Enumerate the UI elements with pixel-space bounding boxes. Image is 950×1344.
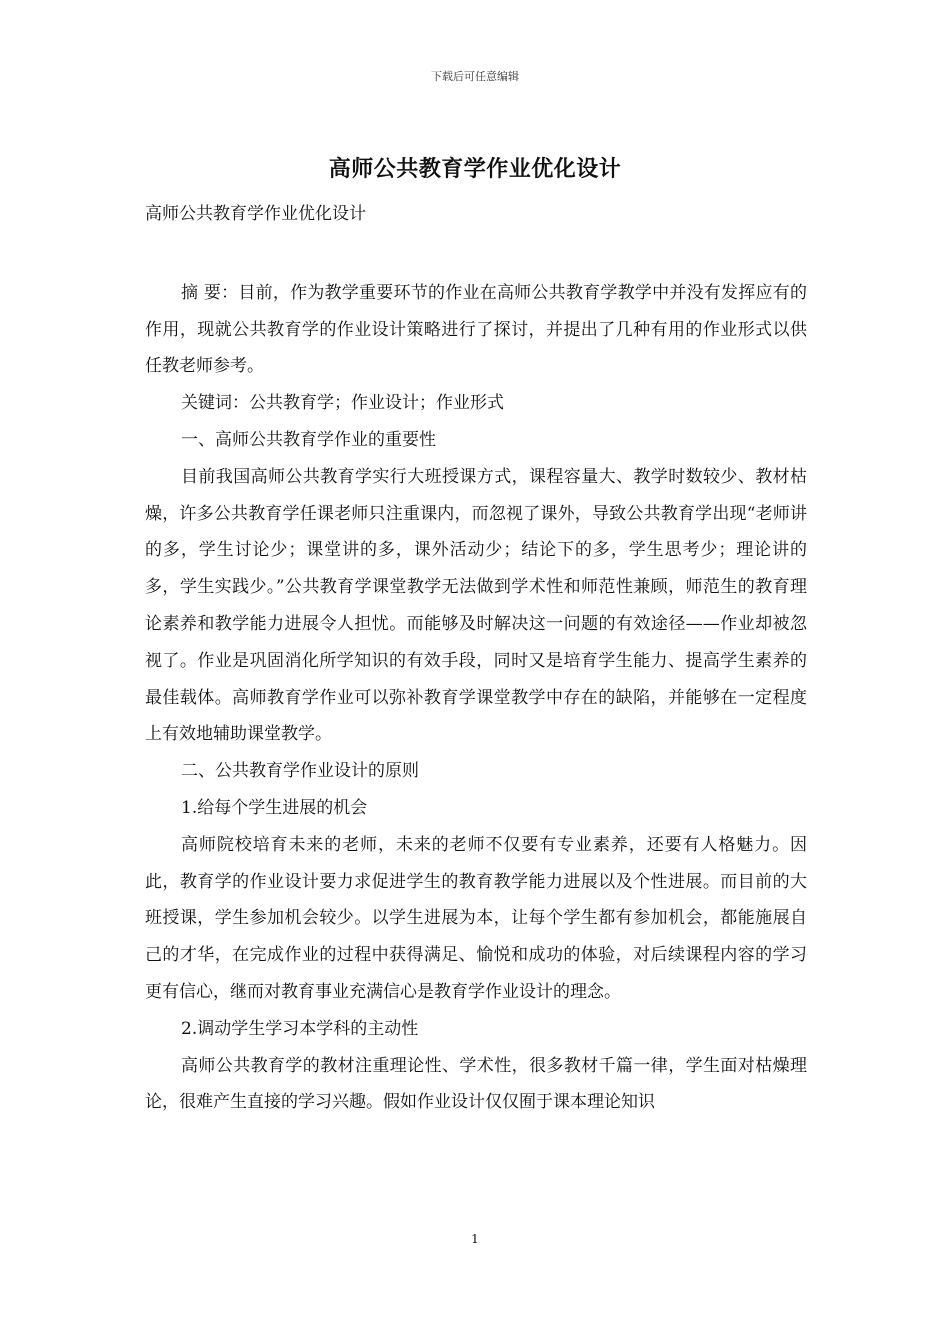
- document-title: 高师公共教育学作业优化设计: [328, 157, 622, 182]
- document-body: [145, 196, 807, 1121]
- abstract-paragraph: 摘 要：目前，作为教学重要环节的作业在高师公共教育学教学中并没有发挥应有的作用，现就公共教育学的作业设计策略进行了探讨，并提出了几种有用的作业形式以供任教老师参考。: [145, 282, 807, 377]
- section-heading-2: 二、公共教育学作业设计的原则: [181, 761, 419, 782]
- subsection-heading-1: 1.给每个学生进展的机会: [181, 797, 368, 818]
- subsection-heading-2: 2.调动学生学习本学科的主动性: [181, 1018, 419, 1039]
- body-paragraph: 高师院校培育未来的老师，未来的老师不仅要有专业素养，还要有人格魅力。因此，教育学的作业设计要力求促进学生的教育教学能力进展以及个性进展。而目前的大班授课，学生参加机会较少。以学生进展为本，让每个学生都有参加机会，都能施展自己的才华，在完成作业的过程中获得满足、愉悦和成功的体验，对后续课程内容的学习更有信心，继而对教育事业充满信心是教育学作业设计的理念。: [145, 834, 807, 1002]
- section-heading-1: 一、高师公共教育学作业的重要性: [181, 429, 436, 450]
- keywords-paragraph: 关键词：公共教育学；作业设计；作业形式: [181, 393, 504, 414]
- body-paragraph: 目前我国高师公共教育学实行大班授课方式，课程容量大、教学时数较少、教材枯燥，许多公共教育学任课老师只注重课内，而忽视了课外，导致公共教育学出现“老师讲的多，学生讨论少；课堂讲的多，课外活动少；结论下的多，学生思考少；理论讲的多，学生实践少。”公共教育学课堂教学无法做到学术性和师范性兼顾，师范生的教育理论素养和教学能力进展令人担忧。而能够及时解决这一问题的有效途径——作业却被忽视了。作业是巩固消化所学知识的有效手段，同时又是培育学生能力、提高学生素养的最佳载体。高师教育学作业可以弥补教育学课堂教学中存在的缺陷，并能够在一定程度上有效地辅助课堂教学。: [145, 466, 807, 745]
- body-paragraph: 高师公共教育学的教材注重理论性、学术性，很多教材千篇一律，学生面对枯燥理论，很难产生直接的学习兴趣。假如作业设计仅仅囿于课本理论知识: [145, 1055, 807, 1113]
- header-note: 下载后可任意编辑: [431, 70, 519, 83]
- document-subtitle: 高师公共教育学作业优化设计: [145, 204, 366, 224]
- page-number: 1: [471, 1232, 479, 1246]
